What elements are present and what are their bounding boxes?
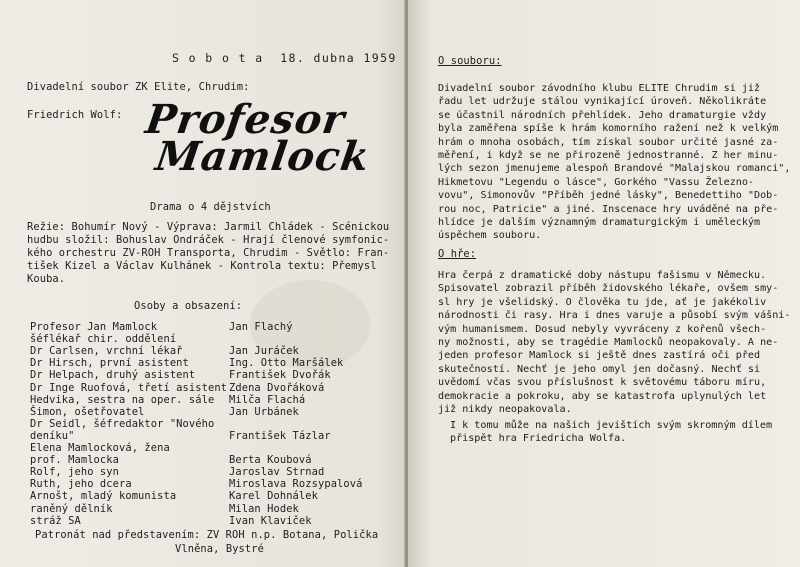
cast-role: Hedvika, sestra na oper. sále — [30, 394, 215, 406]
paragraph-line: sl hry je všelidský. O člověka tu jde, ať je jakékoliv — [438, 297, 767, 308]
section-heading-play: O hře: — [438, 248, 477, 260]
section-heading-ensemble: O souboru: — [438, 55, 502, 67]
cast-actor: Jan Juráček — [229, 345, 299, 357]
cast-role: Dr Inge Ruofová, třetí asistent — [30, 382, 228, 394]
cast-role: Dr Helpach, druhý asistent — [30, 369, 196, 381]
cast-actor: Milan Hodek — [229, 503, 299, 515]
cast-role: Arnošt, mladý komunista — [30, 490, 177, 502]
paragraph-line: řadu let udržuje stálou vynikající úroveň. Několikráte — [438, 96, 767, 107]
cast-actor: Berta Koubová — [229, 454, 312, 466]
patronage-line: Vlněna, Bystré — [175, 543, 264, 555]
right-page — [408, 0, 800, 567]
cast-actor: Karel Dohnálek — [229, 490, 318, 502]
paragraph-line: hrám o mnoha osobách, tím získal soubor určité jasné za- — [438, 137, 779, 148]
paragraph-line: I k tomu může na našich jevištích svým skromným dílem — [450, 420, 773, 431]
cast-role: stráž SA — [30, 515, 81, 527]
cast-role: deníku" — [30, 430, 75, 442]
performance-date: S o b o t a 18. dubna 1959 — [172, 51, 397, 65]
paragraph-line: Hra čerpá z dramatické doby nástupu fašismu v Německu. — [438, 270, 767, 281]
cast-role: šéflékař chir. oddělení — [30, 333, 177, 345]
cast-actor: Milča Flachá — [229, 394, 306, 406]
paragraph-line: úspěchem souboru. — [438, 230, 542, 241]
paragraph-line: lých sezon jmenujeme alespoň Brandové "Malajskou romanci", — [438, 163, 791, 174]
play-title-line1: Profesor — [142, 96, 349, 143]
play-title-line2: Mamlock — [152, 133, 373, 180]
paragraph-line: rou noc, Patricie" a jiné. Inscenace hry uváděné na pře- — [438, 204, 779, 215]
cast-role: Profesor Jan Mamlock — [30, 321, 158, 333]
paragraph-line: vým humanismem. Dosud nebyly vyvráceny z kořenů všech- — [438, 324, 767, 335]
cast-actor: Miroslava Rozsypalová — [229, 478, 363, 490]
paragraph-line: skutečností. Nechť je jeho omyl jen dočasný. Nechť si — [438, 364, 761, 375]
paragraph-line: přispět hra Friedricha Wolfa. — [450, 433, 627, 444]
cast-role: Šimon, ošetřovatel — [30, 406, 145, 418]
cast-actor: František Tázlar — [229, 430, 331, 442]
cast-actor: Zdena Dvořáková — [229, 382, 325, 394]
paragraph-line: demokracie a pokroku, aby se katastrofa uplynulých let — [438, 391, 767, 402]
paragraph-line: ny možnosti, aby se tragédie Mamlocků neopakovaly. A ne- — [438, 337, 779, 348]
paragraph-line: Hikmetovu "Legendu o lásce", Gorkého "Vassu Železno- — [438, 177, 755, 188]
cast-heading: Osoby a obsazení: — [134, 300, 243, 312]
cast-role: Elena Mamlocková, žena — [30, 442, 170, 454]
cast-role: prof. Mamlocka — [30, 454, 119, 466]
cast-role: raněný dělník — [30, 503, 113, 515]
cast-role: Dr Hirsch, první asistent — [30, 357, 189, 369]
credits-line: hudbu složil: Bohuslav Ondráček - Hrají členové symfonic- — [27, 234, 390, 246]
credits-line: kého orchestru ZV-ROH Transporta, Chrudim - Světlo: Fran- — [27, 247, 390, 259]
cast-actor: Jan Urbánek — [229, 406, 299, 418]
paragraph-line: uvědomí včas svou příslušnost k světovému táboru míru, — [438, 377, 767, 388]
paragraph-line: národnosti či rasy. Hra i dnes varuje a působí svým vášni- — [438, 310, 791, 321]
patronage-line: Patronát nad představením: ZV ROH n.p. Botana, Polička — [35, 529, 379, 541]
play-subtitle: Drama o 4 dějstvích — [150, 201, 271, 213]
paragraph-line: měření, i když se ne přirozeně jednostranné. Z her minu- — [438, 150, 779, 161]
paragraph-line: Spisovatel zobrazil příběh židovského lékaře, ovšem smy- — [438, 283, 779, 294]
ensemble-line: Divadelní soubor ZK Elite, Chrudim: — [27, 81, 250, 93]
cast-actor: Ing. Otto Maršálek — [229, 357, 344, 369]
cast-actor: Jan Flachý — [229, 321, 293, 333]
paragraph-line: vovu", Simonovův "Příběh jedné lásky", Benedettiho "Dob- — [438, 190, 779, 201]
paragraph-line: hlídce je dalším významným dramaturgickým i uměleckým — [438, 217, 761, 228]
cast-role: Dr Seidl, šéfredaktor "Nového — [30, 418, 215, 430]
credits-line: Režie: Bohumír Nový - Výprava: Jarmil Chládek - Scénickou — [27, 221, 390, 233]
author-line: Friedrich Wolf: — [27, 109, 123, 121]
paragraph-line: byla zaměřena spíše k hrám komorního ražení než k velkým — [438, 123, 779, 134]
paragraph-line: již nikdy neopakovala. — [438, 404, 572, 415]
credits-line: tišek Kizel a Václav Kulhánek - Kontrola textu: Přemysl — [27, 260, 377, 272]
cast-role: Dr Carlsen, vrchní lékař — [30, 345, 183, 357]
paragraph-line: se účastnil národních přehlídek. Jeho dramaturgie vždy — [438, 110, 767, 121]
credits-line: Kouba. — [27, 273, 66, 285]
cast-role: Rolf, jeho syn — [30, 466, 119, 478]
paragraph-line: Divadelní soubor závodního klubu ELITE Chrudim si již — [438, 83, 761, 94]
cast-role: Ruth, jeho dcera — [30, 478, 132, 490]
paragraph-line: jeden profesor Mamlock si ještě dnes zastírá oči před — [438, 350, 761, 361]
cast-actor: Jaroslav Strnad — [229, 466, 325, 478]
cast-actor: Ivan Klaviček — [229, 515, 312, 527]
cast-actor: František Dvořák — [229, 369, 331, 381]
